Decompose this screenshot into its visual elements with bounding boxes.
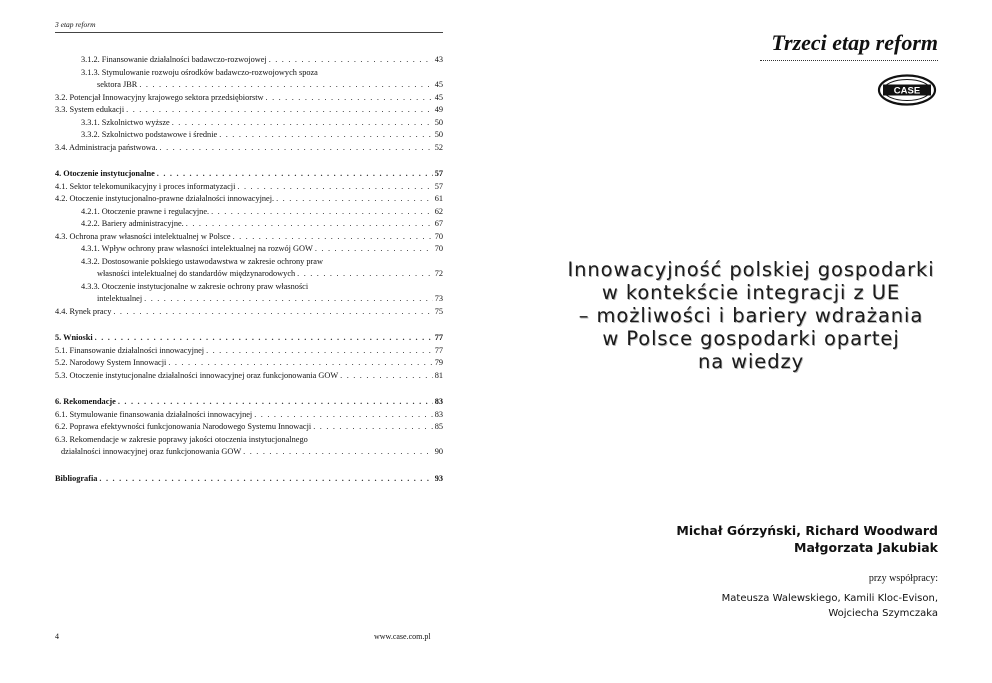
toc-leader-dots: [269, 54, 433, 67]
toc-page-number: 50: [434, 130, 443, 139]
toc-leader-dots: [206, 345, 433, 358]
toc-entry-text: 4.2. Otoczenie instytucjonalno-prawne działalności innowacyjnej.: [55, 194, 275, 203]
toc-entry: [55, 129, 443, 142]
toc-leader-dots: [95, 332, 433, 345]
book-title-line: w Polsce gospodarki opartej: [602, 327, 900, 350]
toc-gap: [55, 318, 443, 332]
toc-entry-text: działalności innowacyjnej oraz funkcjonowania GOW: [61, 447, 242, 456]
toc-chapter: [55, 168, 443, 181]
toc-page-number: 52: [434, 142, 443, 152]
book-title-line: na wiedzy: [697, 350, 805, 373]
toc-leader-dots: [254, 409, 432, 422]
toc-page-number: 49: [434, 105, 443, 114]
toc-page-number: 70: [434, 231, 443, 241]
toc-entry: [55, 293, 443, 306]
toc-entry-line: 4.3.2. Dostosowanie polskiego ustawodawstwa w zakresie ochrony praw: [81, 256, 323, 266]
toc-leader-dots: [160, 142, 433, 155]
toc-entry-text: 3.1.2. Finansowanie działalności badawczo-rozwojowej: [81, 55, 267, 64]
toc-chapter: [55, 396, 443, 409]
toc-page-number: 45: [434, 92, 443, 102]
toc-entry-text: 3.2. Potencjał Innowacyjny krajowego sektora przedsiębiorstw: [55, 92, 264, 102]
authors-line: Małgorzata Jakubiak: [794, 540, 938, 555]
toc-page-number: 45: [434, 80, 443, 89]
toc-leader-dots: [113, 306, 432, 319]
toc-page-number: 43: [434, 55, 443, 64]
toc-page-number: 61: [434, 194, 443, 203]
toc-entry-text: 5.1. Finansowanie działalności innowacyjnej: [55, 345, 205, 355]
toc-entry-text: 4.3.1. Wpływ ochrony praw własności intelektualnej na rozwój GOW: [81, 244, 313, 253]
toc-entry: [55, 79, 443, 92]
right-page: [496, 0, 992, 683]
toc-entry-text: 3.3.2. Szkolnictwo podstawowe i średnie: [81, 130, 218, 139]
toc-entry-text: Bibliografia: [55, 473, 98, 483]
toc-page-number: 85: [434, 422, 443, 431]
toc-entry: [55, 268, 443, 281]
toc-entry: [55, 92, 443, 105]
toc-entry: [55, 142, 443, 155]
toc-page-number: 67: [434, 219, 443, 228]
toc-leader-dots: [340, 370, 433, 383]
book-title: [526, 258, 976, 373]
toc-entry: [55, 193, 443, 206]
toc-page-number: 83: [434, 397, 443, 406]
toc-page-number: 57: [434, 181, 443, 191]
toc-leader-dots: [118, 396, 433, 409]
toc-entry: [55, 104, 443, 117]
toc-leader-dots: [276, 193, 433, 206]
toc-entry-text: 6.1. Stymulowanie finansowania działalności innowacyjnej: [55, 409, 253, 419]
toc-entry-text: 4. Otoczenie instytucjonalne: [55, 169, 155, 178]
cooperation-label: przy współpracy:: [868, 573, 938, 584]
toc-leader-dots: [211, 206, 433, 219]
toc-leader-dots: [99, 473, 432, 486]
toc-page-number: 83: [434, 409, 443, 419]
toc-leader-dots: [313, 421, 432, 434]
page-number: 4: [55, 632, 59, 641]
toc-leader-dots: [186, 218, 433, 231]
toc-gap: [55, 154, 443, 168]
toc-leader-dots: [139, 79, 432, 92]
case-logo: [877, 74, 937, 106]
table-of-contents: [55, 54, 443, 485]
toc-page-number: 79: [434, 358, 443, 367]
toc-page-number: 93: [434, 473, 443, 483]
cooperation-names: [722, 591, 938, 621]
toc-entry-line: 4.3.3. Otoczenie instytucjonalne w zakresie ochrony praw własności: [81, 281, 309, 291]
toc-entry: [55, 218, 443, 231]
toc-entry-text: 4.3. Ochrona praw własności intelektualnej w Polsce: [55, 231, 231, 241]
toc-entry-text: 4.4. Rynek pracy: [55, 306, 112, 316]
toc-page-number: 77: [434, 333, 443, 342]
toc-page-number: 73: [434, 294, 443, 303]
toc-leader-dots: [219, 129, 433, 142]
toc-page-number: 90: [434, 447, 443, 456]
toc-entry: [55, 181, 443, 194]
toc-entry: [55, 421, 443, 434]
toc-entry-text: 6.2. Poprawa efektywności funkcjonowania Narodowego Systemu Innowacji: [55, 422, 312, 431]
authors-line: Michał Górzyński, Richard Woodward: [676, 523, 938, 538]
toc-entry: [55, 370, 443, 383]
toc-entry-text: sektora JBR: [97, 80, 138, 89]
toc-entry: [55, 446, 443, 459]
toc-chapter: [55, 332, 443, 345]
toc-entry: [55, 345, 443, 358]
toc-leader-dots: [315, 243, 433, 256]
toc-entry: [55, 243, 443, 256]
toc-leader-dots: [126, 104, 433, 117]
toc-leader-dots: [233, 231, 433, 244]
toc-entry-text: 4.2.1. Otoczenie prawne i regulacyjne.: [81, 206, 210, 216]
toc-gap: [55, 382, 443, 396]
toc-entry: [55, 306, 443, 319]
toc-entry-text: 5.2. Narodowy System Innowacji: [55, 358, 167, 367]
toc-leader-dots: [157, 168, 433, 181]
toc-entry-line: 6.3. Rekomendacje w zakresie poprawy jakości otoczenia instytucjonalnego: [55, 434, 308, 444]
toc-entry-text: własności intelektualnej do standardów międzynarodowych: [97, 269, 296, 278]
toc-leader-dots: [168, 357, 432, 370]
toc-entry: [55, 231, 443, 244]
toc-leader-dots: [237, 181, 432, 194]
book-title-line: w kontekście integracji z UE: [601, 281, 901, 304]
toc-entry-text: 3.3. System edukacji: [55, 105, 125, 114]
toc-entry-text: 5.3. Otoczenie instytucjonalne działalności innowacyjnej oraz funkcjonowania GOW: [55, 370, 339, 380]
toc-page-number: 50: [434, 117, 443, 127]
toc-page-number: 57: [434, 169, 443, 178]
toc-chapter: [55, 473, 443, 486]
cooperation-line: Mateusza Walewskiego, Kamili Kloc-Evison,: [721, 593, 938, 604]
website-footer: www.case.com.pl: [374, 632, 431, 641]
toc-entry: [55, 206, 443, 219]
toc-entry-text: 3.3.1. Szkolnictwo wyższe: [81, 117, 170, 127]
toc-leader-dots: [172, 117, 433, 130]
toc-gap: [55, 459, 443, 473]
toc-entry-text: intelektualnej: [97, 294, 143, 303]
toc-leader-dots: [266, 92, 433, 105]
toc-page-number: 70: [434, 244, 443, 253]
running-head: 3 etap reform: [55, 20, 443, 33]
toc-leader-dots: [144, 293, 433, 306]
toc-entry-text: 5. Wnioski: [55, 333, 93, 342]
toc-page-number: 77: [434, 345, 443, 355]
toc-entry: [55, 357, 443, 370]
case-logo-text: CASE: [893, 85, 921, 97]
toc-entry: [55, 409, 443, 422]
book-title-line: Innowacyjność polskiej gospodarki: [567, 258, 935, 281]
toc-page-number: 75: [434, 306, 443, 316]
toc-entry: [55, 117, 443, 130]
series-title: Trzeci etap reform: [771, 30, 938, 55]
toc-entry-text: 6. Rekomendacje: [55, 397, 116, 406]
toc-entry-line: 3.1.3. Stymulowanie rozwoju ośrodków badawczo-rozwojowych spoza: [81, 67, 318, 77]
toc-page-number: 72: [434, 269, 443, 278]
book-title-line: – możliwości i bariery wdrażania: [578, 304, 924, 327]
toc-entry-text: 4.2.2. Bariery administracyjne.: [81, 219, 184, 228]
toc-leader-dots: [243, 446, 433, 459]
toc-entry: [55, 54, 443, 67]
toc-page-number: 81: [434, 370, 443, 380]
authors: [676, 522, 938, 556]
toc-entry-text: 4.1. Sektor telekomunikacyjny i proces informatyzacji: [55, 181, 236, 191]
cooperation-line: Wojciecha Szymczaka: [828, 608, 938, 619]
toc-page-number: 62: [434, 206, 443, 216]
toc-leader-dots: [297, 268, 433, 281]
toc-entry-text: 3.4. Administracja państwowa.: [55, 142, 158, 152]
dotted-rule: [760, 60, 938, 61]
